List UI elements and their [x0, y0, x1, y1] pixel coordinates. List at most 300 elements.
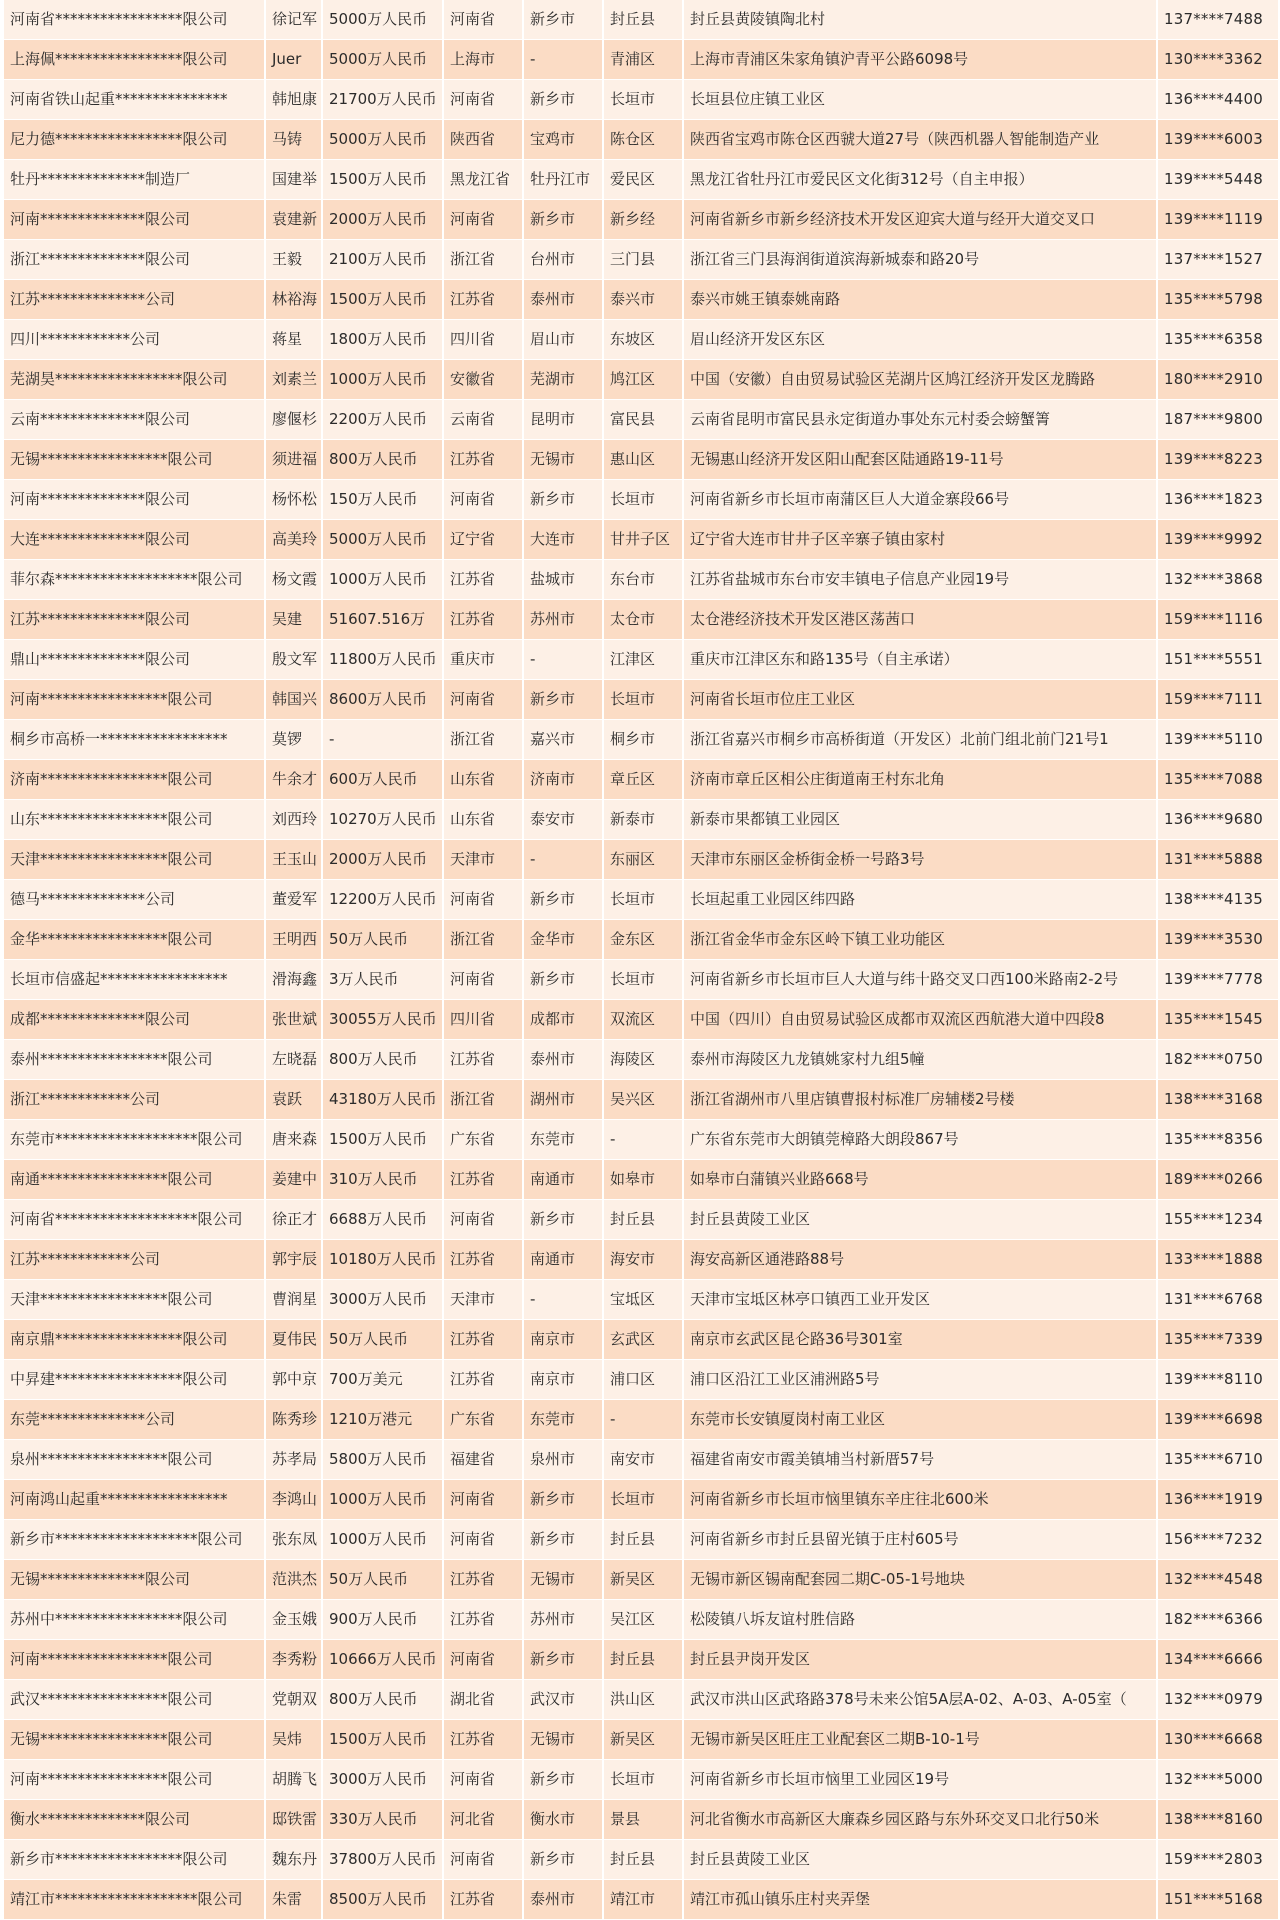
registered-capital-cell: 310万人民币 — [322, 1160, 443, 1200]
city-cell: 新乡市 — [523, 1840, 603, 1880]
address-cell: 天津市东丽区金桥街金桥一号路3号 — [683, 840, 1157, 880]
company-name-cell: 河南*****************限公司 — [4, 1760, 265, 1800]
phone-cell: 187****9800 — [1157, 400, 1278, 440]
table-row — [4, 1040, 1278, 1080]
city-cell: 成都市 — [523, 1000, 603, 1040]
legal-representative-cell: 胡腾飞 — [265, 1760, 322, 1800]
phone-cell: 139****6003 — [1157, 120, 1278, 160]
table-row — [4, 320, 1278, 360]
phone-cell: 135****1545 — [1157, 1000, 1278, 1040]
district-cell: 甘井子区 — [603, 520, 683, 560]
legal-representative-cell: 刘素兰 — [265, 360, 322, 400]
city-cell: 新乡市 — [523, 1480, 603, 1520]
legal-representative-cell: 范洪杰 — [265, 1560, 322, 1600]
table-row — [4, 1360, 1278, 1400]
phone-cell: 139****7778 — [1157, 960, 1278, 1000]
table-row — [4, 760, 1278, 800]
legal-representative-cell: 刘西玲 — [265, 800, 322, 840]
table-row — [4, 120, 1278, 160]
table-row — [4, 1520, 1278, 1560]
province-cell: 云南省 — [443, 400, 523, 440]
city-cell: 无锡市 — [523, 1720, 603, 1760]
table-row — [4, 960, 1278, 1000]
table-row — [4, 1440, 1278, 1480]
address-cell: 黑龙江省牡丹江市爱民区文化街312号（自主申报） — [683, 160, 1157, 200]
city-cell: 南通市 — [523, 1160, 603, 1200]
company-table — [4, 0, 1278, 1920]
table-row — [4, 360, 1278, 400]
legal-representative-cell: 廖偃杉 — [265, 400, 322, 440]
city-cell: 芜湖市 — [523, 360, 603, 400]
table-row — [4, 1480, 1278, 1520]
phone-cell: 132****3868 — [1157, 560, 1278, 600]
province-cell: 江苏省 — [443, 1600, 523, 1640]
phone-cell: 155****1234 — [1157, 1200, 1278, 1240]
province-cell: 江苏省 — [443, 1040, 523, 1080]
company-name-cell: 新乡市*****************限公司 — [4, 1840, 265, 1880]
company-name-cell: 天津*****************限公司 — [4, 1280, 265, 1320]
company-name-cell: 四川************公司 — [4, 320, 265, 360]
district-cell: 东坡区 — [603, 320, 683, 360]
phone-cell: 130****3362 — [1157, 40, 1278, 80]
address-cell: 泰州市海陵区九龙镇姚家村九组5幢 — [683, 1040, 1157, 1080]
phone-cell: 151****5551 — [1157, 640, 1278, 680]
table-row — [4, 640, 1278, 680]
table-row — [4, 720, 1278, 760]
legal-representative-cell: Juer — [265, 40, 322, 80]
table-row — [4, 1000, 1278, 1040]
province-cell: 河南省 — [443, 680, 523, 720]
registered-capital-cell: 50万人民币 — [322, 1560, 443, 1600]
phone-cell: 135****6710 — [1157, 1440, 1278, 1480]
phone-cell: 159****2803 — [1157, 1840, 1278, 1880]
registered-capital-cell: 5800万人民币 — [322, 1440, 443, 1480]
registered-capital-cell: 800万人民币 — [322, 440, 443, 480]
registered-capital-cell: 11800万人民币 — [322, 640, 443, 680]
legal-representative-cell: 杨怀松 — [265, 480, 322, 520]
table-row — [4, 1560, 1278, 1600]
legal-representative-cell: 曹润星 — [265, 1280, 322, 1320]
registered-capital-cell: 2200万人民币 — [322, 400, 443, 440]
company-name-cell: 芜湖昊*****************限公司 — [4, 360, 265, 400]
registered-capital-cell: 800万人民币 — [322, 1040, 443, 1080]
address-cell: 太仓港经济技术开发区港区荡茜口 — [683, 600, 1157, 640]
district-cell: 洪山区 — [603, 1680, 683, 1720]
legal-representative-cell: 蒋星 — [265, 320, 322, 360]
registered-capital-cell: 6688万人民币 — [322, 1200, 443, 1240]
phone-cell: 135****7339 — [1157, 1320, 1278, 1360]
city-cell: 无锡市 — [523, 1560, 603, 1600]
phone-cell: 136****4400 — [1157, 80, 1278, 120]
province-cell: 广东省 — [443, 1120, 523, 1160]
address-cell: 浙江省嘉兴市桐乡市高桥街道（开发区）北前门组北前门21号1 — [683, 720, 1157, 760]
address-cell: 无锡市新吴区旺庄工业配套区二期B-10-1号 — [683, 1720, 1157, 1760]
table-row — [4, 480, 1278, 520]
registered-capital-cell: 5000万人民币 — [322, 40, 443, 80]
city-cell: 嘉兴市 — [523, 720, 603, 760]
legal-representative-cell: 莫锣 — [265, 720, 322, 760]
address-cell: 河南省新乡市长垣市巨人大道与纬十路交叉口西100米路南2-2号 — [683, 960, 1157, 1000]
district-cell: 海陵区 — [603, 1040, 683, 1080]
table-row — [4, 1200, 1278, 1240]
legal-representative-cell: 李秀粉 — [265, 1640, 322, 1680]
company-name-cell: 德马**************公司 — [4, 880, 265, 920]
address-cell: 中国（四川）自由贸易试验区成都市双流区西航港大道中四段8 — [683, 1000, 1157, 1040]
table-row — [4, 1840, 1278, 1880]
city-cell: 新乡市 — [523, 480, 603, 520]
registered-capital-cell: 1800万人民币 — [322, 320, 443, 360]
province-cell: 江苏省 — [443, 560, 523, 600]
city-cell: 新乡市 — [523, 1520, 603, 1560]
legal-representative-cell: 马铸 — [265, 120, 322, 160]
province-cell: 河南省 — [443, 880, 523, 920]
table-row — [4, 560, 1278, 600]
city-cell: 南京市 — [523, 1320, 603, 1360]
legal-representative-cell: 魏东丹 — [265, 1840, 322, 1880]
company-name-cell: 山东*****************限公司 — [4, 800, 265, 840]
registered-capital-cell: 900万人民币 — [322, 1600, 443, 1640]
address-cell: 河南省新乡市长垣市南蒲区巨人大道金寨段66号 — [683, 480, 1157, 520]
table-row — [4, 520, 1278, 560]
table-row — [4, 880, 1278, 920]
phone-cell: 156****7232 — [1157, 1520, 1278, 1560]
phone-cell: 138****8160 — [1157, 1800, 1278, 1840]
province-cell: 江苏省 — [443, 1880, 523, 1920]
company-name-cell: 苏州中*****************限公司 — [4, 1600, 265, 1640]
registered-capital-cell: 2000万人民币 — [322, 200, 443, 240]
province-cell: 河南省 — [443, 0, 523, 40]
company-name-cell: 新乡市*******************限公司 — [4, 1520, 265, 1560]
legal-representative-cell: 苏孝局 — [265, 1440, 322, 1480]
address-cell: 陕西省宝鸡市陈仓区西虢大道27号（陕西机器人智能制造产业 — [683, 120, 1157, 160]
address-cell: 封丘县黄陵工业区 — [683, 1840, 1157, 1880]
legal-representative-cell: 陈秀珍 — [265, 1400, 322, 1440]
company-name-cell: 东莞市*******************限公司 — [4, 1120, 265, 1160]
district-cell: 封丘县 — [603, 1520, 683, 1560]
company-name-cell: 浙江************公司 — [4, 1080, 265, 1120]
phone-cell: 189****0266 — [1157, 1160, 1278, 1200]
province-cell: 河南省 — [443, 1640, 523, 1680]
province-cell: 江苏省 — [443, 280, 523, 320]
address-cell: 泰兴市姚王镇泰姚南路 — [683, 280, 1157, 320]
address-cell: 云南省昆明市富民县永定街道办事处东元村委会螃蟹箐 — [683, 400, 1157, 440]
company-name-cell: 江苏**************公司 — [4, 280, 265, 320]
address-cell: 河南省新乡市封丘县留光镇于庄村605号 — [683, 1520, 1157, 1560]
district-cell: 宝坻区 — [603, 1280, 683, 1320]
legal-representative-cell: 殷文军 — [265, 640, 322, 680]
district-cell: 东台市 — [603, 560, 683, 600]
district-cell: 景县 — [603, 1800, 683, 1840]
address-cell: 浦口区沿江工业区浦洲路5号 — [683, 1360, 1157, 1400]
registered-capital-cell: 2000万人民币 — [322, 840, 443, 880]
district-cell: 新乡经 — [603, 200, 683, 240]
table-row — [4, 1680, 1278, 1720]
city-cell: 金华市 — [523, 920, 603, 960]
address-cell: 福建省南安市霞美镇埔当村新厝57号 — [683, 1440, 1157, 1480]
company-name-cell: 天津*****************限公司 — [4, 840, 265, 880]
district-cell: 章丘区 — [603, 760, 683, 800]
legal-representative-cell: 韩旭康 — [265, 80, 322, 120]
phone-cell: 136****1823 — [1157, 480, 1278, 520]
company-name-cell: 成都**************限公司 — [4, 1000, 265, 1040]
city-cell: 济南市 — [523, 760, 603, 800]
district-cell: 双流区 — [603, 1000, 683, 1040]
registered-capital-cell: 600万人民币 — [322, 760, 443, 800]
district-cell: 新吴区 — [603, 1560, 683, 1600]
table-row — [4, 1720, 1278, 1760]
legal-representative-cell: 须进福 — [265, 440, 322, 480]
company-name-cell: 河南省*****************限公司 — [4, 0, 265, 40]
province-cell: 河南省 — [443, 1480, 523, 1520]
legal-representative-cell: 杨文霞 — [265, 560, 322, 600]
city-cell: 新乡市 — [523, 680, 603, 720]
company-name-cell: 无锡*****************限公司 — [4, 1720, 265, 1760]
city-cell: 新乡市 — [523, 880, 603, 920]
registered-capital-cell: 30055万人民币 — [322, 1000, 443, 1040]
company-name-cell: 桐乡市高桥一***************** — [4, 720, 265, 760]
phone-cell: 139****3530 — [1157, 920, 1278, 960]
phone-cell: 136****9680 — [1157, 800, 1278, 840]
district-cell: 长垣市 — [603, 480, 683, 520]
legal-representative-cell: 左晓磊 — [265, 1040, 322, 1080]
phone-cell: 133****1888 — [1157, 1240, 1278, 1280]
city-cell: 泰州市 — [523, 280, 603, 320]
phone-cell: 130****6668 — [1157, 1720, 1278, 1760]
address-cell: 辽宁省大连市甘井子区辛寨子镇由家村 — [683, 520, 1157, 560]
district-cell: 长垣市 — [603, 1760, 683, 1800]
province-cell: 河南省 — [443, 480, 523, 520]
district-cell: 吴兴区 — [603, 1080, 683, 1120]
district-cell: 靖江市 — [603, 1880, 683, 1920]
district-cell: 泰兴市 — [603, 280, 683, 320]
city-cell: - — [523, 40, 603, 80]
city-cell: 衡水市 — [523, 1800, 603, 1840]
registered-capital-cell: 51607.516万 — [322, 600, 443, 640]
province-cell: 山东省 — [443, 760, 523, 800]
legal-representative-cell: 董爱军 — [265, 880, 322, 920]
phone-cell: 139****8223 — [1157, 440, 1278, 480]
phone-cell: 182****0750 — [1157, 1040, 1278, 1080]
registered-capital-cell: 1500万人民币 — [322, 1720, 443, 1760]
phone-cell: 139****1119 — [1157, 200, 1278, 240]
district-cell: 新吴区 — [603, 1720, 683, 1760]
registered-capital-cell: 8600万人民币 — [322, 680, 443, 720]
registered-capital-cell: 330万人民币 — [322, 1800, 443, 1840]
district-cell: 江津区 — [603, 640, 683, 680]
company-name-cell: 靖江市*******************限公司 — [4, 1880, 265, 1920]
phone-cell: 135****6358 — [1157, 320, 1278, 360]
province-cell: 江苏省 — [443, 1320, 523, 1360]
province-cell: 山东省 — [443, 800, 523, 840]
legal-representative-cell: 国建举 — [265, 160, 322, 200]
table-row — [4, 800, 1278, 840]
registered-capital-cell: 21700万人民币 — [322, 80, 443, 120]
district-cell: 玄武区 — [603, 1320, 683, 1360]
registered-capital-cell: 5000万人民币 — [322, 0, 443, 40]
address-cell: 东莞市长安镇厦岗村南工业区 — [683, 1400, 1157, 1440]
company-name-cell: 南京鼎*****************限公司 — [4, 1320, 265, 1360]
company-name-cell: 大连**************限公司 — [4, 520, 265, 560]
address-cell: 河南省新乡市长垣市恼里工业园区19号 — [683, 1760, 1157, 1800]
registered-capital-cell: 12200万人民币 — [322, 880, 443, 920]
table-row — [4, 1320, 1278, 1360]
table-row — [4, 440, 1278, 480]
legal-representative-cell: 吴炜 — [265, 1720, 322, 1760]
company-name-cell: 衡水**************限公司 — [4, 1800, 265, 1840]
legal-representative-cell: 徐记军 — [265, 0, 322, 40]
city-cell: 新乡市 — [523, 200, 603, 240]
table-row — [4, 160, 1278, 200]
province-cell: 江苏省 — [443, 440, 523, 480]
table-row — [4, 1640, 1278, 1680]
city-cell: 南京市 — [523, 1360, 603, 1400]
phone-cell: 139****8110 — [1157, 1360, 1278, 1400]
address-cell: 济南市章丘区相公庄街道南王村东北角 — [683, 760, 1157, 800]
registered-capital-cell: 10180万人民币 — [322, 1240, 443, 1280]
registered-capital-cell: 1000万人民币 — [322, 360, 443, 400]
address-cell: 武汉市洪山区武珞路378号未来公馆5A层A-02、A-03、A-05室（ — [683, 1680, 1157, 1720]
address-cell: 浙江省金华市金东区岭下镇工业功能区 — [683, 920, 1157, 960]
province-cell: 上海市 — [443, 40, 523, 80]
city-cell: 南通市 — [523, 1240, 603, 1280]
legal-representative-cell: 徐正才 — [265, 1200, 322, 1240]
table-row — [4, 600, 1278, 640]
company-table-body — [4, 0, 1278, 1920]
province-cell: 江苏省 — [443, 1240, 523, 1280]
phone-cell: 139****9992 — [1157, 520, 1278, 560]
city-cell: - — [523, 1280, 603, 1320]
phone-cell: 180****2910 — [1157, 360, 1278, 400]
registered-capital-cell: 800万人民币 — [322, 1680, 443, 1720]
district-cell: - — [603, 1400, 683, 1440]
legal-representative-cell: 李鸿山 — [265, 1480, 322, 1520]
phone-cell: 132****5000 — [1157, 1760, 1278, 1800]
company-name-cell: 济南*****************限公司 — [4, 760, 265, 800]
company-name-cell: 云南**************限公司 — [4, 400, 265, 440]
registered-capital-cell: 43180万人民币 — [322, 1080, 443, 1120]
company-name-cell: 上海佩*****************限公司 — [4, 40, 265, 80]
district-cell: 长垣市 — [603, 880, 683, 920]
address-cell: 长垣起重工业园区纬四路 — [683, 880, 1157, 920]
city-cell: 泰安市 — [523, 800, 603, 840]
district-cell: 封丘县 — [603, 1200, 683, 1240]
table-row — [4, 1600, 1278, 1640]
city-cell: 新乡市 — [523, 1760, 603, 1800]
registered-capital-cell: 10270万人民币 — [322, 800, 443, 840]
district-cell: 封丘县 — [603, 0, 683, 40]
phone-cell: 137****7488 — [1157, 0, 1278, 40]
company-name-cell: 浙江**************限公司 — [4, 240, 265, 280]
city-cell: 昆明市 — [523, 400, 603, 440]
registered-capital-cell: 1210万港元 — [322, 1400, 443, 1440]
province-cell: 浙江省 — [443, 240, 523, 280]
city-cell: 东莞市 — [523, 1120, 603, 1160]
province-cell: 天津市 — [443, 840, 523, 880]
table-row — [4, 1240, 1278, 1280]
city-cell: 东莞市 — [523, 1400, 603, 1440]
province-cell: 浙江省 — [443, 920, 523, 960]
address-cell: 松陵镇八坼友谊村胜信路 — [683, 1600, 1157, 1640]
district-cell: 封丘县 — [603, 1840, 683, 1880]
province-cell: 河南省 — [443, 1200, 523, 1240]
province-cell: 江苏省 — [443, 1160, 523, 1200]
city-cell: 武汉市 — [523, 1680, 603, 1720]
registered-capital-cell: - — [322, 720, 443, 760]
district-cell: 太仓市 — [603, 600, 683, 640]
legal-representative-cell: 韩国兴 — [265, 680, 322, 720]
company-name-cell: 河南鸿山起重***************** — [4, 1480, 265, 1520]
legal-representative-cell: 郭中京 — [265, 1360, 322, 1400]
legal-representative-cell: 王明西 — [265, 920, 322, 960]
district-cell: 金东区 — [603, 920, 683, 960]
table-row — [4, 0, 1278, 40]
address-cell: 无锡市新区锡南配套园二期C-05-1号地块 — [683, 1560, 1157, 1600]
company-name-cell: 菲尔森*******************限公司 — [4, 560, 265, 600]
city-cell: 湖州市 — [523, 1080, 603, 1120]
district-cell: 浦口区 — [603, 1360, 683, 1400]
legal-representative-cell: 滑海鑫 — [265, 960, 322, 1000]
registered-capital-cell: 3万人民币 — [322, 960, 443, 1000]
company-name-cell: 金华*****************限公司 — [4, 920, 265, 960]
table-row — [4, 1800, 1278, 1840]
province-cell: 河北省 — [443, 1800, 523, 1840]
phone-cell: 131****5888 — [1157, 840, 1278, 880]
address-cell: 如皋市白蒲镇兴业路668号 — [683, 1160, 1157, 1200]
province-cell: 福建省 — [443, 1440, 523, 1480]
province-cell: 四川省 — [443, 320, 523, 360]
registered-capital-cell: 3000万人民币 — [322, 1760, 443, 1800]
address-cell: 封丘县黄陵镇陶北村 — [683, 0, 1157, 40]
legal-representative-cell: 王玉山 — [265, 840, 322, 880]
legal-representative-cell: 郭宇辰 — [265, 1240, 322, 1280]
registered-capital-cell: 1500万人民币 — [322, 280, 443, 320]
district-cell: 长垣市 — [603, 960, 683, 1000]
table-row — [4, 1400, 1278, 1440]
table-row — [4, 400, 1278, 440]
company-name-cell: 东莞**************公司 — [4, 1400, 265, 1440]
table-row — [4, 1280, 1278, 1320]
province-cell: 河南省 — [443, 200, 523, 240]
province-cell: 四川省 — [443, 1000, 523, 1040]
table-row — [4, 280, 1278, 320]
registered-capital-cell: 50万人民币 — [322, 1320, 443, 1360]
address-cell: 海安高新区通港路88号 — [683, 1240, 1157, 1280]
legal-representative-cell: 牛余才 — [265, 760, 322, 800]
province-cell: 重庆市 — [443, 640, 523, 680]
city-cell: 泰州市 — [523, 1040, 603, 1080]
legal-representative-cell: 林裕海 — [265, 280, 322, 320]
city-cell: 新乡市 — [523, 960, 603, 1000]
legal-representative-cell: 袁跃 — [265, 1080, 322, 1120]
phone-cell: 139****6698 — [1157, 1400, 1278, 1440]
province-cell: 广东省 — [443, 1400, 523, 1440]
legal-representative-cell: 党朝双 — [265, 1680, 322, 1720]
company-name-cell: 武汉*****************限公司 — [4, 1680, 265, 1720]
city-cell: 牡丹江市 — [523, 160, 603, 200]
province-cell: 河南省 — [443, 1520, 523, 1560]
address-cell: 广东省东莞市大朗镇莞樟路大朗段867号 — [683, 1120, 1157, 1160]
city-cell: 新乡市 — [523, 80, 603, 120]
province-cell: 江苏省 — [443, 1720, 523, 1760]
city-cell: 新乡市 — [523, 1640, 603, 1680]
province-cell: 浙江省 — [443, 1080, 523, 1120]
province-cell: 湖北省 — [443, 1680, 523, 1720]
phone-cell: 139****5110 — [1157, 720, 1278, 760]
phone-cell: 135****7088 — [1157, 760, 1278, 800]
company-name-cell: 河南省铁山起重*************** — [4, 80, 265, 120]
company-name-cell: 河南**************限公司 — [4, 480, 265, 520]
address-cell: 封丘县尹岗开发区 — [683, 1640, 1157, 1680]
